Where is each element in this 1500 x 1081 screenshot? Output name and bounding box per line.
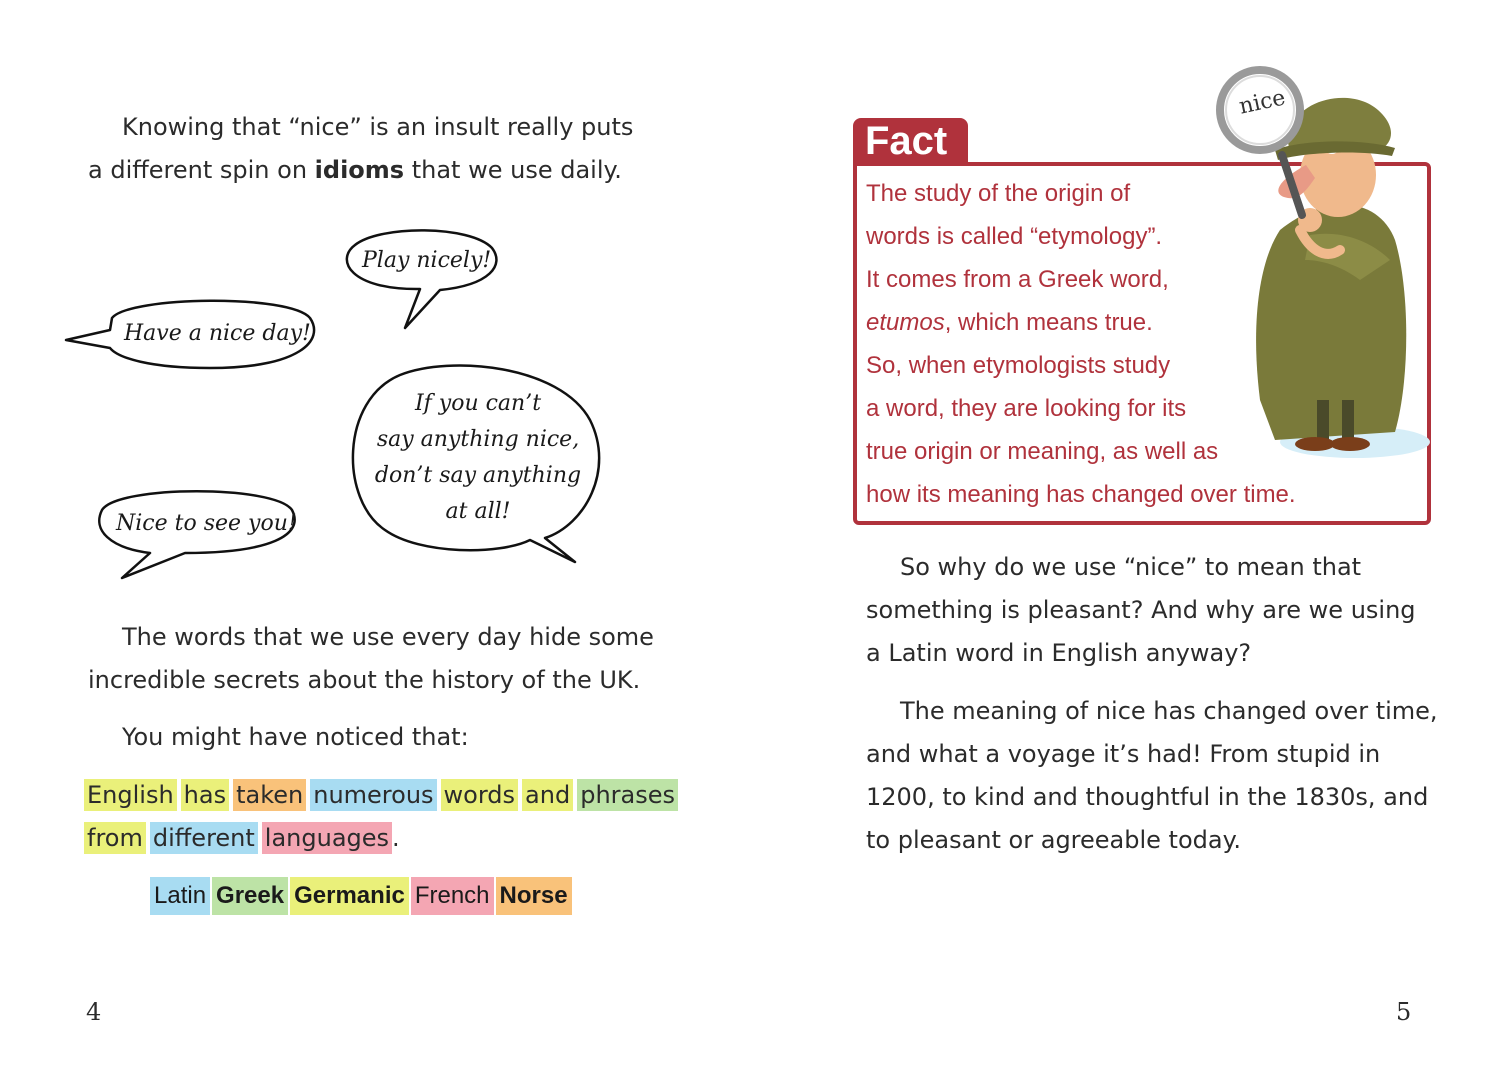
fact-line: The study of the origin of xyxy=(866,180,1131,207)
page-number-left: 4 xyxy=(86,998,102,1026)
fact-line xyxy=(866,301,1336,344)
highlight-word: words xyxy=(441,779,519,811)
highlight-word: and xyxy=(522,779,573,811)
highlight-word: taken xyxy=(233,779,306,811)
fact-title: Fact xyxy=(865,119,948,163)
bubble-have-a-nice-day: Have a nice day! xyxy=(124,321,311,346)
highlight-period: . xyxy=(392,824,400,852)
language-tag-greek: Greek xyxy=(212,877,288,915)
language-tag-germanic: Germanic xyxy=(290,877,409,915)
fact-line: true origin or meaning, as well as xyxy=(866,438,1219,465)
fact-line: It comes from a Greek word, xyxy=(866,266,1169,293)
bubble-line: say anything nice, xyxy=(376,427,580,452)
language-tag-norse: Norse xyxy=(496,877,572,915)
intro-line-2-end: that we use daily. xyxy=(404,156,622,184)
bubble-line: don’t say anything xyxy=(374,463,582,488)
highlight-word: different xyxy=(150,822,258,854)
why-line: a Latin word in English anyway? xyxy=(866,639,1252,667)
fact-line: a word, they are looking for its xyxy=(866,395,1187,422)
highlight-line-2 xyxy=(84,817,400,860)
intro-line-1: Knowing that “nice” is an insult really puts xyxy=(122,113,634,141)
words-line-2: incredible secrets about the history of the UK. xyxy=(88,666,641,694)
language-tag-latin: Latin xyxy=(150,877,210,915)
magnifier-word: nice xyxy=(1236,85,1288,120)
bubble-nice-to-see-you: Nice to see you! xyxy=(116,511,297,536)
fact-line: how its meaning has changed over time. xyxy=(866,481,1296,508)
meaning-line: 1200, to kind and thoughtful in the 1830s, and xyxy=(866,783,1429,811)
fact-text xyxy=(866,172,1336,516)
why-line: So why do we use “nice” to mean that xyxy=(900,553,1362,581)
intro-line-2: a different spin on xyxy=(88,156,315,184)
bubble-line: at all! xyxy=(445,499,511,524)
bubble-play-nicely: Play nicely! xyxy=(362,248,492,273)
language-tags xyxy=(150,877,574,915)
right-page xyxy=(750,0,1500,1081)
etumos-word: etumos xyxy=(866,309,945,336)
meaning-line: to pleasant or agreeable today. xyxy=(866,826,1241,854)
highlight-word: numerous xyxy=(310,779,436,811)
fact-line: So, when etymologists study xyxy=(866,352,1171,379)
bubble-if-you-cant xyxy=(368,386,588,530)
highlight-word: from xyxy=(84,822,146,854)
why-paragraph xyxy=(866,546,1416,675)
noticed-paragraph xyxy=(88,716,469,759)
highlight-word: languages xyxy=(262,822,392,854)
words-line-1: The words that we use every day hide some xyxy=(122,623,654,651)
highlight-word: phrases xyxy=(577,779,678,811)
words-paragraph xyxy=(88,616,654,702)
fact-line: words is called “etymology”. xyxy=(866,223,1163,250)
meaning-line: The meaning of nice has changed over time, xyxy=(900,697,1438,725)
bubble-line: If you can’t xyxy=(414,391,542,416)
page-number-right: 5 xyxy=(1396,998,1412,1026)
meaning-paragraph xyxy=(866,690,1438,862)
highlight-line-1 xyxy=(84,774,682,817)
highlight-word: has xyxy=(181,779,229,811)
idioms-word: idioms xyxy=(314,156,405,184)
meaning-line: and what a voyage it’s had! From stupid in xyxy=(866,740,1381,768)
highlight-word: English xyxy=(84,779,177,811)
language-tag-french: French xyxy=(411,877,494,915)
fact-line-rest: , which means true. xyxy=(944,309,1153,336)
why-line: something is pleasant? And why are we using xyxy=(866,596,1416,624)
noticed-text: You might have noticed that: xyxy=(122,723,469,751)
